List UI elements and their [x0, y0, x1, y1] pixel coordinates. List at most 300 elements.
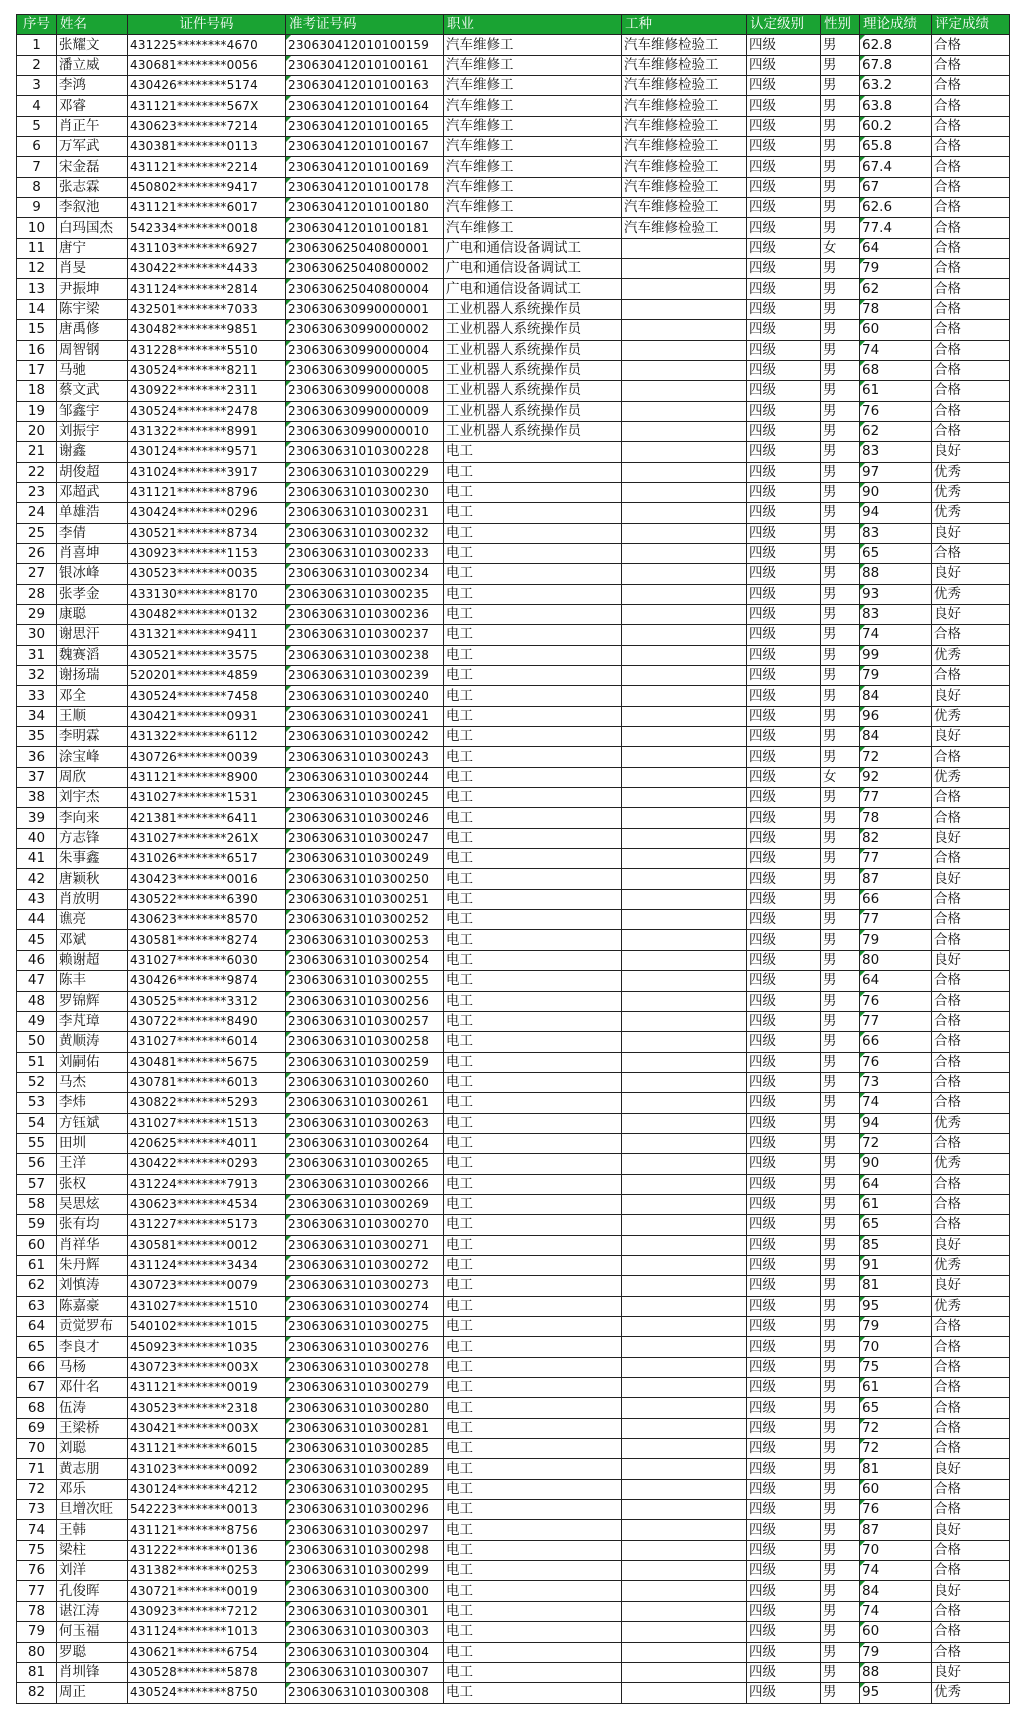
- cell-trade[interactable]: [622, 889, 747, 909]
- cell-grade[interactable]: 合格: [932, 1398, 1010, 1418]
- cell-trade[interactable]: [622, 340, 747, 360]
- cell-level[interactable]: 四级: [747, 1011, 821, 1031]
- cell-name[interactable]: 罗锦辉: [57, 991, 128, 1011]
- cell-level[interactable]: 四级: [747, 116, 821, 136]
- cell-grade[interactable]: 良好: [932, 442, 1010, 462]
- cell-no[interactable]: 61: [17, 1255, 57, 1275]
- cell-level[interactable]: 四级: [747, 360, 821, 380]
- cell-trade[interactable]: [622, 1520, 747, 1540]
- cell-exam-number[interactable]: 230630630990000009: [286, 401, 444, 421]
- cell-name[interactable]: 谢扬瑞: [57, 666, 128, 686]
- cell-level[interactable]: 四级: [747, 381, 821, 401]
- cell-grade[interactable]: 合格: [932, 238, 1010, 258]
- cell-trade[interactable]: 汽车维修检验工: [622, 76, 747, 96]
- cell-id-number[interactable]: 431027********1531: [128, 788, 286, 808]
- cell-gender[interactable]: 男: [821, 1317, 860, 1337]
- cell-id-number[interactable]: 431124********2814: [128, 279, 286, 299]
- cell-exam-number[interactable]: 230630631010300255: [286, 971, 444, 991]
- cell-exam-number[interactable]: 230630412010100167: [286, 137, 444, 157]
- cell-id-number[interactable]: 431121********0019: [128, 1378, 286, 1398]
- cell-grade[interactable]: 合格: [932, 96, 1010, 116]
- cell-gender[interactable]: 男: [821, 971, 860, 991]
- cell-id-number[interactable]: 431121********8756: [128, 1520, 286, 1540]
- cell-trade[interactable]: [622, 360, 747, 380]
- cell-theory-score[interactable]: 60: [860, 1622, 932, 1642]
- cell-occupation[interactable]: 电工: [444, 930, 622, 950]
- cell-trade[interactable]: [622, 1032, 747, 1052]
- cell-theory-score[interactable]: 67.8: [860, 55, 932, 75]
- cell-name[interactable]: 肖正午: [57, 116, 128, 136]
- cell-id-number[interactable]: 431027********261X: [128, 828, 286, 848]
- cell-no[interactable]: 60: [17, 1235, 57, 1255]
- cell-occupation[interactable]: 汽车维修工: [444, 55, 622, 75]
- cell-exam-number[interactable]: 230630631010300238: [286, 645, 444, 665]
- cell-name[interactable]: 谯亮: [57, 910, 128, 930]
- cell-id-number[interactable]: 430822********5293: [128, 1093, 286, 1113]
- cell-name[interactable]: 刘嗣佑: [57, 1052, 128, 1072]
- cell-id-number[interactable]: 431121********8796: [128, 482, 286, 502]
- cell-gender[interactable]: 男: [821, 1011, 860, 1031]
- cell-level[interactable]: 四级: [747, 1317, 821, 1337]
- cell-grade[interactable]: 合格: [932, 849, 1010, 869]
- cell-id-number[interactable]: 431228********5510: [128, 340, 286, 360]
- cell-id-number[interactable]: 431027********1510: [128, 1296, 286, 1316]
- cell-trade[interactable]: [622, 381, 747, 401]
- cell-occupation[interactable]: 电工: [444, 808, 622, 828]
- cell-no[interactable]: 12: [17, 259, 57, 279]
- header-id[interactable]: 证件号码: [128, 15, 286, 35]
- cell-occupation[interactable]: 电工: [444, 1601, 622, 1621]
- cell-occupation[interactable]: 工业机器人系统操作员: [444, 421, 622, 441]
- cell-grade[interactable]: 合格: [932, 543, 1010, 563]
- cell-grade[interactable]: 优秀: [932, 645, 1010, 665]
- cell-grade[interactable]: 合格: [932, 666, 1010, 686]
- cell-trade[interactable]: [622, 1235, 747, 1255]
- cell-id-number[interactable]: 430124********4212: [128, 1479, 286, 1499]
- cell-grade[interactable]: 合格: [932, 788, 1010, 808]
- cell-name[interactable]: 胡俊超: [57, 462, 128, 482]
- cell-name[interactable]: 王韩: [57, 1520, 128, 1540]
- cell-no[interactable]: 26: [17, 543, 57, 563]
- cell-theory-score[interactable]: 78: [860, 299, 932, 319]
- cell-name[interactable]: 万军武: [57, 137, 128, 157]
- cell-theory-score[interactable]: 60: [860, 320, 932, 340]
- cell-theory-score[interactable]: 80: [860, 950, 932, 970]
- cell-level[interactable]: 四级: [747, 1133, 821, 1153]
- cell-level[interactable]: 四级: [747, 849, 821, 869]
- cell-name[interactable]: 唐宁: [57, 238, 128, 258]
- cell-no[interactable]: 31: [17, 645, 57, 665]
- cell-level[interactable]: 四级: [747, 543, 821, 563]
- cell-occupation[interactable]: 电工: [444, 1093, 622, 1113]
- cell-level[interactable]: 四级: [747, 604, 821, 624]
- cell-occupation[interactable]: 电工: [444, 747, 622, 767]
- cell-name[interactable]: 单雄浩: [57, 503, 128, 523]
- cell-exam-number[interactable]: 230630412010100161: [286, 55, 444, 75]
- cell-grade[interactable]: 合格: [932, 889, 1010, 909]
- cell-grade[interactable]: 合格: [932, 1642, 1010, 1662]
- cell-exam-number[interactable]: 230630625040800004: [286, 279, 444, 299]
- cell-no[interactable]: 36: [17, 747, 57, 767]
- cell-theory-score[interactable]: 65.8: [860, 137, 932, 157]
- cell-no[interactable]: 6: [17, 137, 57, 157]
- cell-occupation[interactable]: 电工: [444, 1296, 622, 1316]
- cell-name[interactable]: 张志霖: [57, 177, 128, 197]
- cell-theory-score[interactable]: 94: [860, 1113, 932, 1133]
- header-gender[interactable]: 性别: [821, 15, 860, 35]
- cell-occupation[interactable]: 汽车维修工: [444, 198, 622, 218]
- cell-name[interactable]: 谢鑫: [57, 442, 128, 462]
- cell-grade[interactable]: 合格: [932, 259, 1010, 279]
- cell-gender[interactable]: 男: [821, 35, 860, 55]
- cell-no[interactable]: 33: [17, 686, 57, 706]
- cell-occupation[interactable]: 工业机器人系统操作员: [444, 340, 622, 360]
- cell-id-number[interactable]: 431026********6517: [128, 849, 286, 869]
- cell-trade[interactable]: [622, 1398, 747, 1418]
- cell-name[interactable]: 李明霖: [57, 727, 128, 747]
- cell-level[interactable]: 四级: [747, 686, 821, 706]
- cell-theory-score[interactable]: 64: [860, 1174, 932, 1194]
- cell-name[interactable]: 宋金磊: [57, 157, 128, 177]
- cell-occupation[interactable]: 电工: [444, 1398, 622, 1418]
- cell-exam-number[interactable]: 230630631010300242: [286, 727, 444, 747]
- cell-level[interactable]: 四级: [747, 1337, 821, 1357]
- cell-grade[interactable]: 优秀: [932, 503, 1010, 523]
- cell-occupation[interactable]: 电工: [444, 645, 622, 665]
- cell-name[interactable]: 周智钢: [57, 340, 128, 360]
- cell-theory-score[interactable]: 74: [860, 1601, 932, 1621]
- cell-grade[interactable]: 合格: [932, 35, 1010, 55]
- cell-occupation[interactable]: 电工: [444, 1581, 622, 1601]
- cell-exam-number[interactable]: 230630631010300297: [286, 1520, 444, 1540]
- cell-grade[interactable]: 良好: [932, 1662, 1010, 1682]
- cell-id-number[interactable]: 430422********4433: [128, 259, 286, 279]
- cell-theory-score[interactable]: 93: [860, 584, 932, 604]
- cell-level[interactable]: 四级: [747, 1479, 821, 1499]
- cell-grade[interactable]: 合格: [932, 157, 1010, 177]
- cell-no[interactable]: 1: [17, 35, 57, 55]
- cell-no[interactable]: 37: [17, 767, 57, 787]
- cell-id-number[interactable]: 430521********8734: [128, 523, 286, 543]
- cell-trade[interactable]: [622, 1500, 747, 1520]
- cell-no[interactable]: 2: [17, 55, 57, 75]
- cell-name[interactable]: 白玛国杰: [57, 218, 128, 238]
- cell-exam-number[interactable]: 230630631010300230: [286, 482, 444, 502]
- cell-theory-score[interactable]: 83: [860, 523, 932, 543]
- cell-gender[interactable]: 男: [821, 1622, 860, 1642]
- cell-occupation[interactable]: 电工: [444, 971, 622, 991]
- cell-grade[interactable]: 优秀: [932, 584, 1010, 604]
- cell-no[interactable]: 58: [17, 1194, 57, 1214]
- cell-level[interactable]: 四级: [747, 1154, 821, 1174]
- cell-grade[interactable]: 良好: [932, 564, 1010, 584]
- cell-no[interactable]: 75: [17, 1540, 57, 1560]
- cell-trade[interactable]: 汽车维修检验工: [622, 35, 747, 55]
- cell-no[interactable]: 69: [17, 1418, 57, 1438]
- cell-theory-score[interactable]: 77: [860, 910, 932, 930]
- cell-id-number[interactable]: 430524********8211: [128, 360, 286, 380]
- cell-name[interactable]: 旦增次旺: [57, 1500, 128, 1520]
- cell-no[interactable]: 82: [17, 1683, 57, 1703]
- cell-trade[interactable]: [622, 788, 747, 808]
- cell-no[interactable]: 77: [17, 1581, 57, 1601]
- cell-trade[interactable]: [622, 564, 747, 584]
- cell-theory-score[interactable]: 65: [860, 1215, 932, 1235]
- cell-id-number[interactable]: 431121********6017: [128, 198, 286, 218]
- cell-occupation[interactable]: 电工: [444, 543, 622, 563]
- cell-level[interactable]: 四级: [747, 482, 821, 502]
- cell-trade[interactable]: [622, 991, 747, 1011]
- cell-gender[interactable]: 男: [821, 727, 860, 747]
- cell-no[interactable]: 48: [17, 991, 57, 1011]
- cell-occupation[interactable]: 电工: [444, 523, 622, 543]
- cell-level[interactable]: 四级: [747, 1378, 821, 1398]
- cell-name[interactable]: 方志锋: [57, 828, 128, 848]
- cell-exam-number[interactable]: 230630631010300256: [286, 991, 444, 1011]
- cell-occupation[interactable]: 工业机器人系统操作员: [444, 320, 622, 340]
- cell-no[interactable]: 66: [17, 1357, 57, 1377]
- cell-grade[interactable]: 合格: [932, 116, 1010, 136]
- cell-name[interactable]: 罗聪: [57, 1642, 128, 1662]
- cell-no[interactable]: 20: [17, 421, 57, 441]
- cell-level[interactable]: 四级: [747, 910, 821, 930]
- cell-gender[interactable]: 男: [821, 96, 860, 116]
- cell-trade[interactable]: [622, 1459, 747, 1479]
- cell-id-number[interactable]: 430422********0293: [128, 1154, 286, 1174]
- cell-level[interactable]: 四级: [747, 1642, 821, 1662]
- cell-exam-number[interactable]: 230630631010300236: [286, 604, 444, 624]
- cell-no[interactable]: 10: [17, 218, 57, 238]
- cell-name[interactable]: 何玉福: [57, 1622, 128, 1642]
- cell-grade[interactable]: 合格: [932, 1357, 1010, 1377]
- cell-level[interactable]: 四级: [747, 1215, 821, 1235]
- cell-no[interactable]: 38: [17, 788, 57, 808]
- cell-occupation[interactable]: 电工: [444, 1113, 622, 1133]
- cell-trade[interactable]: [622, 543, 747, 563]
- cell-trade[interactable]: [622, 1093, 747, 1113]
- cell-theory-score[interactable]: 77: [860, 788, 932, 808]
- cell-trade[interactable]: [622, 727, 747, 747]
- cell-no[interactable]: 41: [17, 849, 57, 869]
- cell-name[interactable]: 肖圳锋: [57, 1662, 128, 1682]
- cell-name[interactable]: 陈宇梁: [57, 299, 128, 319]
- cell-trade[interactable]: [622, 1113, 747, 1133]
- cell-occupation[interactable]: 汽车维修工: [444, 35, 622, 55]
- cell-exam-number[interactable]: 230630631010300257: [286, 1011, 444, 1031]
- cell-theory-score[interactable]: 74: [860, 340, 932, 360]
- cell-exam-number[interactable]: 230630631010300265: [286, 1154, 444, 1174]
- cell-level[interactable]: 四级: [747, 1459, 821, 1479]
- cell-gender[interactable]: 男: [821, 604, 860, 624]
- cell-level[interactable]: 四级: [747, 1540, 821, 1560]
- cell-no[interactable]: 39: [17, 808, 57, 828]
- cell-exam-number[interactable]: 230630631010300246: [286, 808, 444, 828]
- cell-occupation[interactable]: 电工: [444, 1011, 622, 1031]
- cell-name[interactable]: 马杨: [57, 1357, 128, 1377]
- cell-occupation[interactable]: 电工: [444, 442, 622, 462]
- cell-theory-score[interactable]: 67: [860, 177, 932, 197]
- cell-exam-number[interactable]: 230630631010300307: [286, 1662, 444, 1682]
- cell-gender[interactable]: 男: [821, 1215, 860, 1235]
- cell-occupation[interactable]: 电工: [444, 1133, 622, 1153]
- cell-theory-score[interactable]: 64: [860, 971, 932, 991]
- cell-gender[interactable]: 男: [821, 279, 860, 299]
- cell-trade[interactable]: 汽车维修检验工: [622, 55, 747, 75]
- cell-id-number[interactable]: 430421********0931: [128, 706, 286, 726]
- cell-grade[interactable]: 良好: [932, 1459, 1010, 1479]
- cell-grade[interactable]: 合格: [932, 177, 1010, 197]
- cell-trade[interactable]: [622, 666, 747, 686]
- cell-theory-score[interactable]: 72: [860, 1418, 932, 1438]
- cell-level[interactable]: 四级: [747, 1439, 821, 1459]
- cell-grade[interactable]: 合格: [932, 1174, 1010, 1194]
- cell-gender[interactable]: 男: [821, 1581, 860, 1601]
- cell-no[interactable]: 25: [17, 523, 57, 543]
- cell-gender[interactable]: 男: [821, 218, 860, 238]
- cell-level[interactable]: 四级: [747, 1561, 821, 1581]
- cell-grade[interactable]: 合格: [932, 808, 1010, 828]
- cell-gender[interactable]: 男: [821, 1662, 860, 1682]
- cell-trade[interactable]: [622, 1683, 747, 1703]
- cell-no[interactable]: 28: [17, 584, 57, 604]
- cell-grade[interactable]: 合格: [932, 381, 1010, 401]
- cell-name[interactable]: 伍涛: [57, 1398, 128, 1418]
- cell-name[interactable]: 魏赛滔: [57, 645, 128, 665]
- cell-theory-score[interactable]: 68: [860, 360, 932, 380]
- cell-occupation[interactable]: 电工: [444, 889, 622, 909]
- cell-grade[interactable]: 合格: [932, 1479, 1010, 1499]
- cell-no[interactable]: 70: [17, 1439, 57, 1459]
- cell-grade[interactable]: 合格: [932, 1072, 1010, 1092]
- cell-exam-number[interactable]: 230630631010300263: [286, 1113, 444, 1133]
- cell-grade[interactable]: 合格: [932, 320, 1010, 340]
- cell-no[interactable]: 46: [17, 950, 57, 970]
- cell-occupation[interactable]: 汽车维修工: [444, 177, 622, 197]
- cell-id-number[interactable]: 430421********003X: [128, 1418, 286, 1438]
- cell-trade[interactable]: [622, 930, 747, 950]
- cell-theory-score[interactable]: 75: [860, 1357, 932, 1377]
- cell-exam-number[interactable]: 230630412010100159: [286, 35, 444, 55]
- cell-occupation[interactable]: 电工: [444, 1622, 622, 1642]
- cell-trade[interactable]: [622, 279, 747, 299]
- cell-exam-number[interactable]: 230630631010300275: [286, 1317, 444, 1337]
- cell-level[interactable]: 四级: [747, 727, 821, 747]
- cell-occupation[interactable]: 电工: [444, 1561, 622, 1581]
- cell-gender[interactable]: 男: [821, 1459, 860, 1479]
- cell-exam-number[interactable]: 230630631010300249: [286, 849, 444, 869]
- cell-no[interactable]: 76: [17, 1561, 57, 1581]
- cell-trade[interactable]: [622, 238, 747, 258]
- cell-no[interactable]: 81: [17, 1662, 57, 1682]
- cell-theory-score[interactable]: 66: [860, 1032, 932, 1052]
- cell-level[interactable]: 四级: [747, 788, 821, 808]
- cell-trade[interactable]: 汽车维修检验工: [622, 177, 747, 197]
- header-grade[interactable]: 评定成绩: [932, 15, 1010, 35]
- cell-level[interactable]: 四级: [747, 747, 821, 767]
- cell-no[interactable]: 74: [17, 1520, 57, 1540]
- cell-trade[interactable]: [622, 767, 747, 787]
- cell-id-number[interactable]: 431121********8900: [128, 767, 286, 787]
- cell-theory-score[interactable]: 88: [860, 1662, 932, 1682]
- cell-gender[interactable]: 男: [821, 686, 860, 706]
- cell-occupation[interactable]: 汽车维修工: [444, 96, 622, 116]
- cell-trade[interactable]: 汽车维修检验工: [622, 218, 747, 238]
- cell-trade[interactable]: [622, 1622, 747, 1642]
- cell-exam-number[interactable]: 230630631010300285: [286, 1439, 444, 1459]
- cell-level[interactable]: 四级: [747, 1052, 821, 1072]
- cell-grade[interactable]: 合格: [932, 991, 1010, 1011]
- cell-grade[interactable]: 合格: [932, 218, 1010, 238]
- cell-theory-score[interactable]: 84: [860, 727, 932, 747]
- cell-theory-score[interactable]: 73: [860, 1072, 932, 1092]
- cell-no[interactable]: 43: [17, 889, 57, 909]
- cell-exam-number[interactable]: 230630630990000001: [286, 299, 444, 319]
- cell-name[interactable]: 李鸿: [57, 76, 128, 96]
- cell-gender[interactable]: 男: [821, 1439, 860, 1459]
- cell-exam-number[interactable]: 230630631010300235: [286, 584, 444, 604]
- cell-grade[interactable]: 良好: [932, 1581, 1010, 1601]
- cell-no[interactable]: 22: [17, 462, 57, 482]
- cell-name[interactable]: 李良才: [57, 1337, 128, 1357]
- cell-gender[interactable]: 男: [821, 808, 860, 828]
- cell-occupation[interactable]: 电工: [444, 1479, 622, 1499]
- cell-level[interactable]: 四级: [747, 137, 821, 157]
- cell-id-number[interactable]: 430524********8750: [128, 1683, 286, 1703]
- cell-no[interactable]: 4: [17, 96, 57, 116]
- cell-trade[interactable]: [622, 828, 747, 848]
- cell-occupation[interactable]: 电工: [444, 482, 622, 502]
- cell-level[interactable]: 四级: [747, 1113, 821, 1133]
- cell-gender[interactable]: 男: [821, 1255, 860, 1275]
- header-score[interactable]: 理论成绩: [860, 15, 932, 35]
- cell-name[interactable]: 刘宇杰: [57, 788, 128, 808]
- cell-level[interactable]: 四级: [747, 218, 821, 238]
- cell-no[interactable]: 53: [17, 1093, 57, 1113]
- cell-trade[interactable]: [622, 1072, 747, 1092]
- cell-level[interactable]: 四级: [747, 157, 821, 177]
- cell-gender[interactable]: 男: [821, 360, 860, 380]
- cell-level[interactable]: 四级: [747, 950, 821, 970]
- cell-exam-number[interactable]: 230630625040800002: [286, 259, 444, 279]
- cell-gender[interactable]: 男: [821, 543, 860, 563]
- cell-theory-score[interactable]: 63.8: [860, 96, 932, 116]
- cell-id-number[interactable]: 450802********9417: [128, 177, 286, 197]
- cell-no[interactable]: 40: [17, 828, 57, 848]
- cell-name[interactable]: 张权: [57, 1174, 128, 1194]
- cell-no[interactable]: 5: [17, 116, 57, 136]
- cell-occupation[interactable]: 电工: [444, 869, 622, 889]
- cell-theory-score[interactable]: 77: [860, 849, 932, 869]
- cell-trade[interactable]: [622, 971, 747, 991]
- cell-no[interactable]: 24: [17, 503, 57, 523]
- cell-grade[interactable]: 合格: [932, 1561, 1010, 1581]
- cell-gender[interactable]: 男: [821, 523, 860, 543]
- cell-occupation[interactable]: 电工: [444, 1235, 622, 1255]
- cell-no[interactable]: 8: [17, 177, 57, 197]
- cell-exam-number[interactable]: 230630631010300258: [286, 1032, 444, 1052]
- cell-occupation[interactable]: 电工: [444, 1378, 622, 1398]
- cell-name[interactable]: 邓乐: [57, 1479, 128, 1499]
- cell-name[interactable]: 刘洋: [57, 1561, 128, 1581]
- cell-name[interactable]: 肖祥华: [57, 1235, 128, 1255]
- cell-theory-score[interactable]: 91: [860, 1255, 932, 1275]
- cell-exam-number[interactable]: 230630630990000010: [286, 421, 444, 441]
- cell-id-number[interactable]: 431321********9411: [128, 625, 286, 645]
- cell-id-number[interactable]: 431023********0092: [128, 1459, 286, 1479]
- header-level[interactable]: 认定级别: [747, 15, 821, 35]
- cell-name[interactable]: 王梁桥: [57, 1418, 128, 1438]
- cell-trade[interactable]: [622, 1642, 747, 1662]
